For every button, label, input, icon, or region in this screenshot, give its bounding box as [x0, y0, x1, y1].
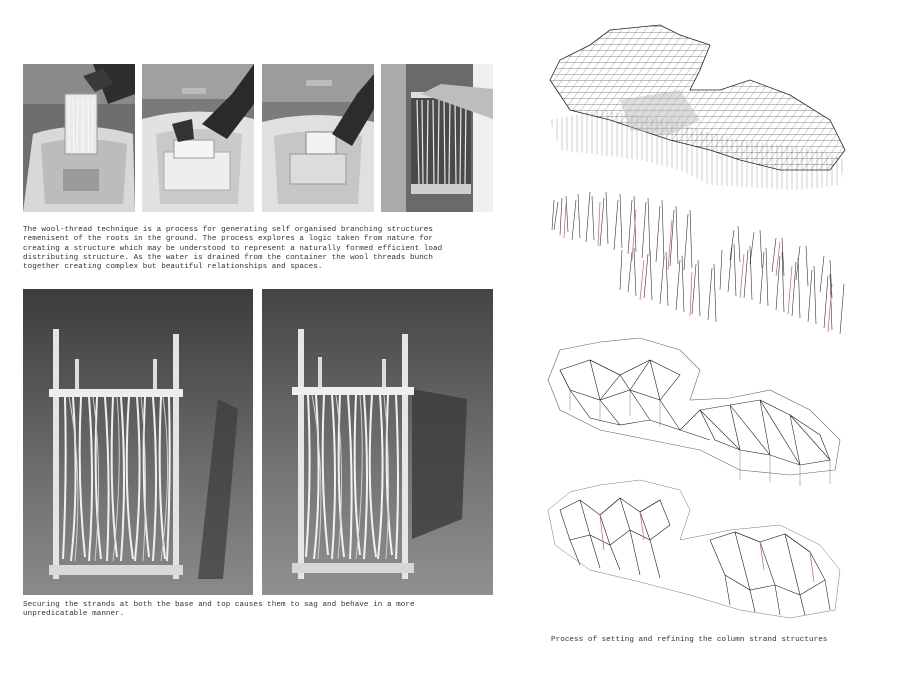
- caption-column-strand-process: Process of setting and refining the column strand structures: [551, 636, 828, 644]
- photo-bathtub-step-4: [381, 64, 493, 212]
- photo-bathtub-step-3: [262, 64, 374, 212]
- photo-wool-model-angle: [262, 289, 493, 595]
- caption-wool-thread-technique: The wool-thread technique is a process for generating self organised branching structures remenisent of the roots in the ground. The process explores a logic taken from nature for creating a structure which may be understood to represent a naturally formed efficient load distributing structure. As the water is drained from the container the wool threads bunch together creating complex but beautiful relationships and spaces.: [23, 226, 443, 272]
- caption-securing-strands: Securing the strands at both the base and top causes them to sag and behave in a more unpredicatable manner.: [23, 601, 415, 619]
- diagram-branching-strands: [540, 180, 860, 350]
- diagram-triangulated-network: [540, 330, 860, 490]
- photo-bathtub-step-2: [142, 64, 254, 212]
- diagram-column-grid: [540, 20, 860, 190]
- photo-wool-model-front: [23, 289, 253, 595]
- diagram-refined-strands: [540, 470, 860, 630]
- photo-bathtub-step-1: [23, 64, 135, 212]
